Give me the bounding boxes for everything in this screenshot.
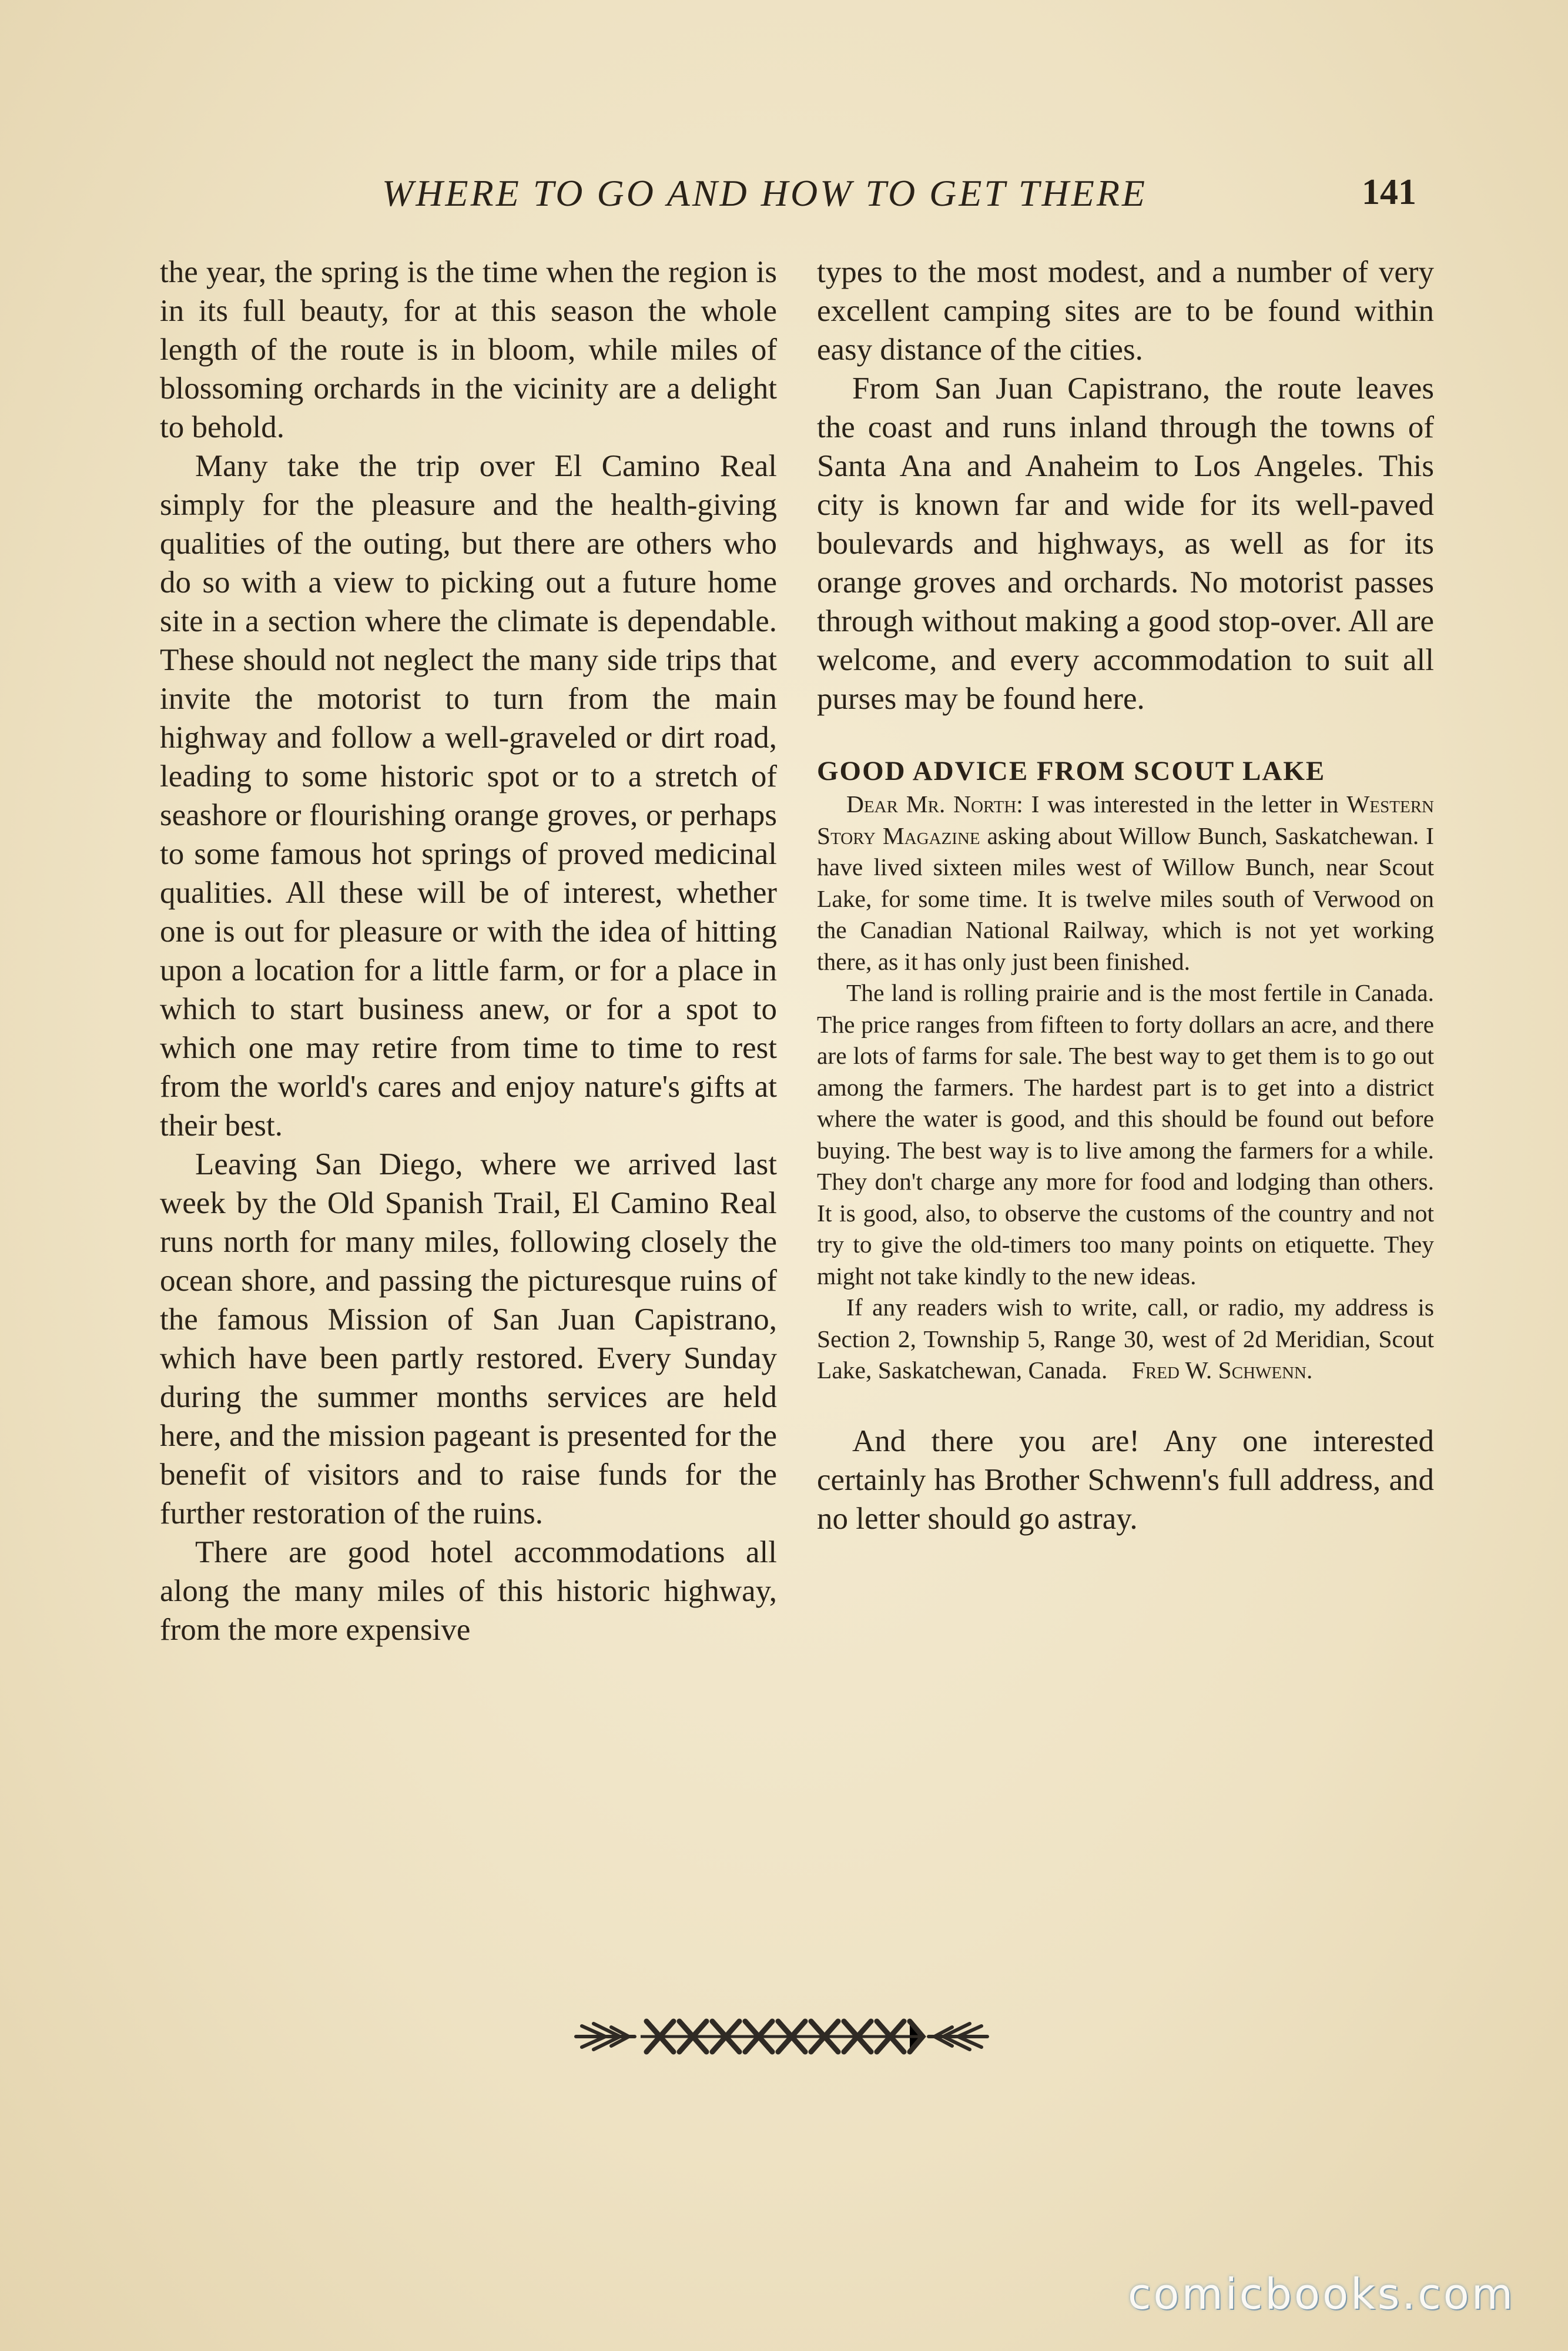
decorative-ornament-icon [570, 2013, 993, 2060]
paragraph: Leaving San Diego, where we arrived last week by the Old Spanish Trail, El Camino Real runs north for many miles, following closely the ocean shore, and passing the picturesque ruins of the famous Mission of San Juan Capistrano, which have been partly restored. Every Sunday during the summer months services are held here, and the mission pageant is presented for the benefit of visitors and to raise funds for the further restoration of the ruins. [160, 1147, 777, 1531]
letter-text: I was interested in the letter in [1031, 791, 1339, 818]
paragraph: the year, the spring is the time when the region is in its full beauty, for at this season the whole length of the route is in bloom, while miles of blossoming orchards in the vicinity are a delight to behold. [160, 255, 777, 444]
right-column [817, 253, 1434, 1538]
letter-text: If any readers wish to write, call, or radio, my address is Section 2, Township 5, Range 30, west of 2d Meridian, Scout Lake, Saskatchewan, Canada. [817, 1294, 1434, 1384]
paragraph: From San Juan Capistrano, the route leaves the coast and runs inland through the towns of Santa Ana and Anaheim to Los Angeles. This city is known far and wide for its well-paved boulevards and highways, as well as for its orange groves and orchards. No motorist passes through without making a good stop-over. All are welcome, and every accommodation to suit all purses may be found here. [817, 371, 1434, 716]
letter-heading: GOOD ADVICE FROM SCOUT LAKE [817, 756, 1326, 786]
paragraph: And there you are! Any one interested certainly has Brother Schwenn's full address, and no letter should go astray. [817, 1424, 1434, 1536]
running-head: WHERE TO GO AND HOW TO GET THERE [382, 172, 1147, 214]
letter-salutation: Dear Mr. North: [846, 791, 1023, 818]
watermark: comicbooks.com [1127, 2269, 1515, 2319]
closing-remark [817, 1422, 1434, 1538]
letter-paragraph [817, 1292, 1434, 1387]
page-header [159, 172, 1440, 225]
reader-letter [817, 753, 1434, 1387]
page-number: 141 [1362, 172, 1416, 212]
paragraph: There are good hotel accommodations all along the many miles of this historic highway, from the more expensive [160, 1535, 777, 1647]
magazine-name: Western Story Magazine [817, 791, 1434, 849]
paragraph: Many take the trip over El Camino Real simply for the pleasure and the health-giving qualities of the outing, but there are others who do so with a view to picking out a future home site in a section where the climate is dependable. These should not neglect the many side trips that invite the motorist to turn from the main highway and follow a well-graveled or dirt road, leading to some historic spot or to a stretch of seashore or flourishing orange groves, or perhaps to some famous hot springs of proved medicinal qualities. All these will be of interest, whether one is out for pleasure or with the idea of hitting upon a location for a little farm, or for a place in which to start business anew, or for a spot to which one may retire from time to time to rest from the world's cares and enjoy nature's gifts at their best. [160, 449, 777, 1143]
letter-text: asking about Willow Bunch, Saskatchewan. I have lived sixteen miles west of Willow Bunch, near Scout Lake, for some time. It is twelve miles south of Verwood on the Canadian National Railway, which is not yet working there, as it has only just been finished. [817, 822, 1434, 975]
left-column [160, 253, 777, 1649]
letter-signature: Fred W. Schwenn. [1131, 1357, 1313, 1384]
letter-paragraph: The land is rolling prairie and is the most fertile in Canada. The price ranges from fifteen to forty dollars an acre, and there are lots of farms for sale. The best way to get them is to go out among the farmers. The hardest part is to get into a district where the water is good, and this should be found out before buying. The best way is to live among the farmers for a while. They don't charge any more for food and lodging than others. It is good, also, to observe the customs of the country and not try to give the old-timers too many points on etiquette. They might not take kindly to the new ideas. [817, 979, 1434, 1290]
letter-paragraph [817, 789, 1434, 977]
paragraph: types to the most modest, and a number of very excellent camping sites are to be found within easy distance of the cities. [817, 255, 1434, 367]
